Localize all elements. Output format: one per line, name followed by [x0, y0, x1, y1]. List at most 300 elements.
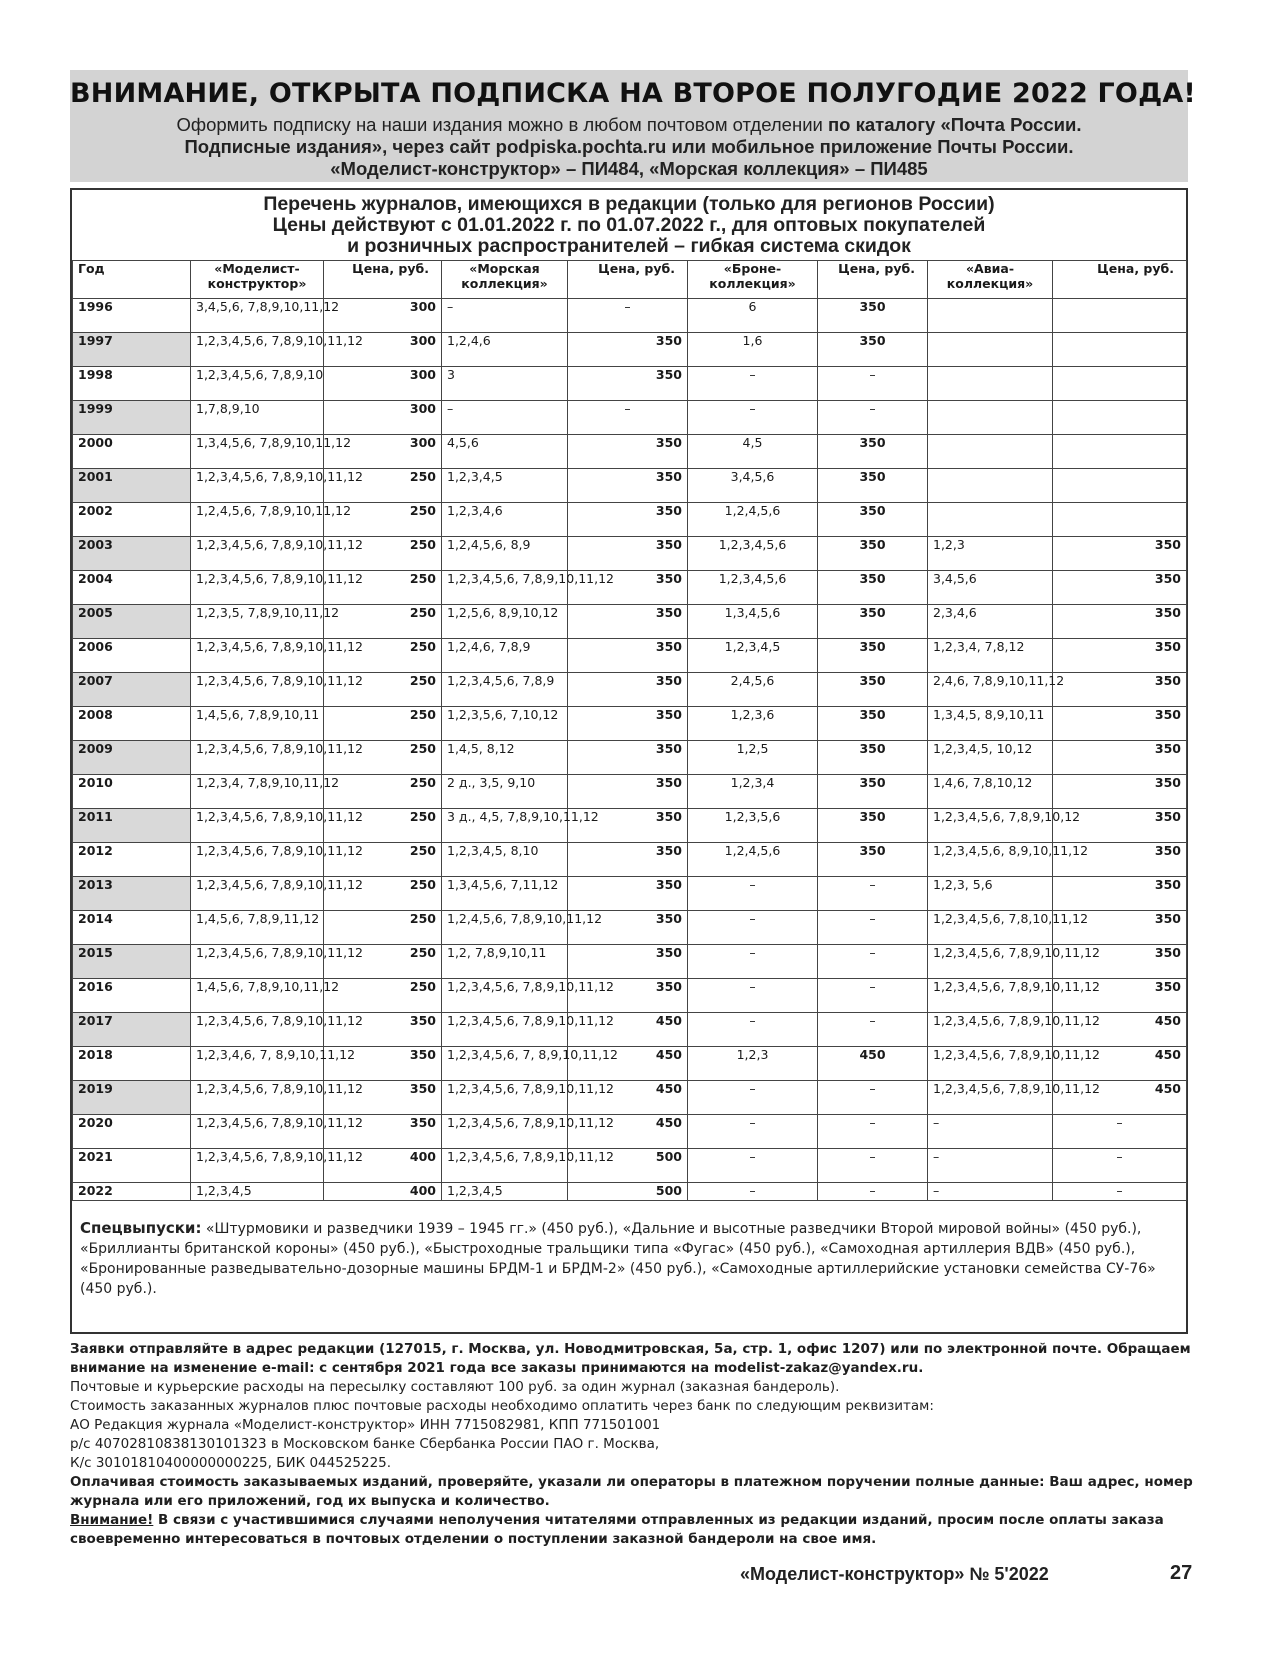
- cell-morskaya-issues: 1,2,3,4,5,6, 7,8,9,10,11,12: [442, 1149, 568, 1183]
- footer-check: Оплачивая стоимость заказываемых изданий, проверяйте, указали ли операторы в платежном поручении полные данные: Ваш адрес, номер журнала или его приложений, год их выпуска и количество.: [70, 1474, 1193, 1509]
- cell-modelist-issues: 1,3,4,5,6, 7,8,9,10,11,12: [191, 435, 324, 469]
- cell-modelist-price: 250: [324, 707, 442, 741]
- cell-avia-issues: [928, 435, 1053, 469]
- cell-morskaya-issues: 1,2,4,6: [442, 333, 568, 367]
- cell-morskaya-issues: 3 д., 4,5, 7,8,9,10,11,12: [442, 809, 568, 843]
- cell-brone-price: –: [818, 367, 928, 401]
- cell-morskaya-price: 350: [568, 979, 688, 1013]
- cell-avia-issues: [928, 503, 1053, 537]
- cell-year: 2000: [73, 435, 191, 469]
- cell-morskaya-price: 350: [568, 945, 688, 979]
- cell-brone-issues: 1,2,4,5,6: [688, 503, 818, 537]
- cell-morskaya-price: 350: [568, 435, 688, 469]
- cell-modelist-price: 250: [324, 741, 442, 775]
- cell-avia-issues: 3,4,5,6: [928, 571, 1053, 605]
- cell-year: 2010: [73, 775, 191, 809]
- cell-modelist-price: 250: [324, 571, 442, 605]
- page-number: 27: [1170, 1562, 1193, 1584]
- cell-avia-price: 350: [1053, 877, 1187, 911]
- cell-morskaya-price: 350: [568, 571, 688, 605]
- special-issues: [80, 1218, 1180, 1299]
- header-brone: «Броне-коллекция»: [688, 261, 818, 299]
- cell-avia-price: [1053, 333, 1187, 367]
- price-list-box: [70, 188, 1188, 1334]
- cell-avia-price: 450: [1053, 1081, 1187, 1115]
- banner-line-3: «Моделист-конструктор» – ПИ484, «Морская коллекция» – ПИ485: [330, 158, 928, 179]
- cell-morskaya-price: 350: [568, 537, 688, 571]
- cell-year: 2022: [73, 1183, 191, 1201]
- table-row: [73, 1047, 1187, 1081]
- cell-avia-issues: 1,2,3,4,5,6, 8,9,10,11,12: [928, 843, 1053, 877]
- cell-modelist-issues: 1,7,8,9,10: [191, 401, 324, 435]
- cell-modelist-price: 300: [324, 435, 442, 469]
- cell-avia-price: 350: [1053, 775, 1187, 809]
- price-list-heading: [72, 194, 1186, 257]
- cell-avia-issues: 1,2,3,4,5, 10,12: [928, 741, 1053, 775]
- table-row: [73, 401, 1187, 435]
- cell-brone-issues: 4,5: [688, 435, 818, 469]
- cell-brone-price: 350: [818, 605, 928, 639]
- cell-morskaya-issues: 2 д., 3,5, 9,10: [442, 775, 568, 809]
- cell-modelist-price: 250: [324, 503, 442, 537]
- table-row: [73, 877, 1187, 911]
- cell-modelist-price: 250: [324, 809, 442, 843]
- banner-line-1: [70, 114, 1188, 136]
- cell-morskaya-issues: 1,2,3,4,5,6, 7,8,9,10,11,12: [442, 979, 568, 1013]
- cell-avia-price: –: [1053, 1183, 1187, 1201]
- cell-modelist-issues: 1,2,3,4, 7,8,9,10,11,12: [191, 775, 324, 809]
- cell-modelist-price: 300: [324, 299, 442, 333]
- cell-avia-issues: [928, 299, 1053, 333]
- cell-morskaya-price: 350: [568, 775, 688, 809]
- price-list-heading-1: Перечень журналов, имеющихся в редакции (только для регионов России): [263, 193, 995, 215]
- cell-brone-issues: –: [688, 877, 818, 911]
- cell-brone-price: –: [818, 1149, 928, 1183]
- cell-year: 2005: [73, 605, 191, 639]
- cell-morskaya-issues: 1,2,4,5,6, 8,9: [442, 537, 568, 571]
- cell-morskaya-price: 450: [568, 1047, 688, 1081]
- cell-modelist-issues: 1,2,3,4,5,6, 7,8,9,10,11,12: [191, 877, 324, 911]
- cell-morskaya-price: 450: [568, 1115, 688, 1149]
- cell-brone-price: 350: [818, 537, 928, 571]
- cell-modelist-price: 350: [324, 1115, 442, 1149]
- cell-brone-issues: –: [688, 367, 818, 401]
- table-row: [73, 299, 1187, 333]
- cell-modelist-issues: 1,4,5,6, 7,8,9,11,12: [191, 911, 324, 945]
- cell-modelist-price: 250: [324, 945, 442, 979]
- table-row: [73, 843, 1187, 877]
- cell-brone-price: –: [818, 1115, 928, 1149]
- cell-avia-price: 350: [1053, 537, 1187, 571]
- cell-morskaya-price: 350: [568, 707, 688, 741]
- cell-modelist-issues: 1,2,3,4,5: [191, 1183, 324, 1201]
- cell-brone-issues: 6: [688, 299, 818, 333]
- cell-year: 1997: [73, 333, 191, 367]
- table-row: [73, 469, 1187, 503]
- header-modelist: «Моделист-конструктор»: [191, 261, 324, 299]
- cell-year: 2007: [73, 673, 191, 707]
- cell-modelist-price: 250: [324, 639, 442, 673]
- header-price-1: Цена, руб.: [324, 261, 442, 299]
- cell-modelist-price: 250: [324, 673, 442, 707]
- cell-brone-issues: –: [688, 979, 818, 1013]
- cell-brone-price: 350: [818, 639, 928, 673]
- cell-morskaya-price: 350: [568, 843, 688, 877]
- cell-year: 2011: [73, 809, 191, 843]
- cell-brone-price: –: [818, 979, 928, 1013]
- cell-morskaya-price: –: [568, 299, 688, 333]
- cell-avia-issues: 1,2,3: [928, 537, 1053, 571]
- banner-line-1-bold: по каталогу «Почта России.: [828, 114, 1082, 135]
- cell-morskaya-price: 350: [568, 809, 688, 843]
- cell-modelist-price: 400: [324, 1149, 442, 1183]
- footer-postage: Почтовые и курьерские расходы на пересылку составляют 100 руб. за один журнал (заказная бандероль).: [70, 1379, 840, 1395]
- cell-brone-issues: –: [688, 1013, 818, 1047]
- cell-modelist-issues: 3,4,5,6, 7,8,9,10,11,12: [191, 299, 324, 333]
- cell-modelist-price: 300: [324, 367, 442, 401]
- cell-avia-price: [1053, 435, 1187, 469]
- cell-year: 1996: [73, 299, 191, 333]
- cell-morskaya-price: 350: [568, 605, 688, 639]
- cell-modelist-price: 250: [324, 775, 442, 809]
- table-row: [73, 1013, 1187, 1047]
- cell-brone-issues: 1,2,4,5,6: [688, 843, 818, 877]
- cell-brone-issues: 1,6: [688, 333, 818, 367]
- cell-morskaya-price: 450: [568, 1013, 688, 1047]
- cell-avia-issues: 1,2,3,4,5,6, 7,8,9,10,12: [928, 809, 1053, 843]
- cell-avia-issues: 1,4,6, 7,8,10,12: [928, 775, 1053, 809]
- cell-avia-issues: –: [928, 1183, 1053, 1201]
- header-price-4: Цена, руб.: [1053, 261, 1187, 299]
- cell-modelist-issues: 1,2,3,4,5,6, 7,8,9,10,11,12: [191, 945, 324, 979]
- cell-morskaya-issues: 1,2,5,6, 8,9,10,12: [442, 605, 568, 639]
- table-row: [73, 707, 1187, 741]
- cell-avia-issues: [928, 469, 1053, 503]
- cell-avia-price: [1053, 299, 1187, 333]
- cell-modelist-price: 400: [324, 1183, 442, 1201]
- cell-avia-price: [1053, 367, 1187, 401]
- table-row: [73, 1081, 1187, 1115]
- cell-brone-price: 350: [818, 843, 928, 877]
- header-price-3: Цена, руб.: [818, 261, 928, 299]
- cell-morskaya-issues: 1,4,5, 8,12: [442, 741, 568, 775]
- cell-modelist-issues: 1,2,3,4,5,6, 7,8,9,10,11,12: [191, 1115, 324, 1149]
- cell-brone-price: –: [818, 1013, 928, 1047]
- cell-brone-price: –: [818, 911, 928, 945]
- price-list-heading-2: Цены действуют с 01.01.2022 г. по 01.07.2022 г., для оптовых покупателей: [272, 214, 986, 236]
- cell-year: 2018: [73, 1047, 191, 1081]
- table-row: [73, 945, 1187, 979]
- cell-avia-price: 350: [1053, 843, 1187, 877]
- table-row: [73, 911, 1187, 945]
- cell-brone-price: 350: [818, 435, 928, 469]
- cell-avia-issues: –: [928, 1149, 1053, 1183]
- cell-year: 2017: [73, 1013, 191, 1047]
- cell-modelist-issues: 1,2,3,4,5,6, 7,8,9,10,11,12: [191, 333, 324, 367]
- cell-brone-price: 350: [818, 503, 928, 537]
- cell-brone-issues: –: [688, 1149, 818, 1183]
- table-row: [73, 775, 1187, 809]
- cell-brone-issues: 1,2,3: [688, 1047, 818, 1081]
- footer-bik: К/с 30101810400000000225, БИК 044525225.: [70, 1455, 392, 1471]
- cell-brone-issues: 1,2,3,4,5: [688, 639, 818, 673]
- cell-morskaya-issues: 1,2,3,4,5: [442, 469, 568, 503]
- cell-avia-issues: [928, 333, 1053, 367]
- cell-modelist-issues: 1,2,3,4,5,6, 7,8,9,10,11,12: [191, 741, 324, 775]
- header-price-2: Цена, руб.: [568, 261, 688, 299]
- special-issues-text: «Штурмовики и разведчики 1939 – 1945 гг.» (450 руб.), «Дальние и высотные разведчики Второй мировой войны» (450 руб.), «Бриллианты британской короны» (450 руб.), «Быстроходные тральщики типа «Фугас» (450 руб.), «Самоходная артиллерия ВДВ» (450 руб.), «Бронированные разведывательно-дозорные машины БРДМ-1 и БРДМ-2» (450 руб.), «Самоходные артиллерийские установки семейства СУ-76» (450 руб.).: [80, 1221, 1156, 1297]
- cell-brone-issues: 1,2,3,5,6: [688, 809, 818, 843]
- cell-morskaya-price: 350: [568, 503, 688, 537]
- cell-avia-issues: 1,2,3,4, 7,8,12: [928, 639, 1053, 673]
- table-row: [73, 673, 1187, 707]
- cell-brone-issues: 3,4,5,6: [688, 469, 818, 503]
- cell-modelist-price: 250: [324, 843, 442, 877]
- cell-year: 2013: [73, 877, 191, 911]
- cell-modelist-issues: 1,2,3,4,5,6, 7,8,9,10,11,12: [191, 571, 324, 605]
- cell-modelist-price: 300: [324, 333, 442, 367]
- header-year: Год: [73, 261, 191, 299]
- banner-line-2: Подписные издания», через сайт podpiska.pochta.ru или мобильное приложение Почты России.: [184, 136, 1074, 157]
- cell-brone-price: 350: [818, 333, 928, 367]
- cell-morskaya-issues: 1,2,4,6, 7,8,9: [442, 639, 568, 673]
- cell-modelist-issues: 1,2,3,4,5,6, 7,8,9,10,11,12: [191, 1013, 324, 1047]
- banner-title: ВНИМАНИЕ, ОТКРЫТА ПОДПИСКА НА ВТОРОЕ ПОЛУГОДИЕ 2022 ГОДА!: [70, 78, 1196, 109]
- cell-morskaya-issues: 1,2,3,4,5,6, 7,8,9: [442, 673, 568, 707]
- cell-avia-issues: 1,2,3,4,5,6, 7,8,10,11,12: [928, 911, 1053, 945]
- cell-avia-price: –: [1053, 1149, 1187, 1183]
- cell-modelist-issues: 1,4,5,6, 7,8,9,10,11,12: [191, 979, 324, 1013]
- cell-modelist-issues: 1,2,3,4,5,6, 7,8,9,10,11,12: [191, 673, 324, 707]
- table-row: [73, 979, 1187, 1013]
- cell-year: 2012: [73, 843, 191, 877]
- cell-modelist-price: 250: [324, 605, 442, 639]
- cell-morskaya-issues: 1,2,4,5,6, 7,8,9,10,11,12: [442, 911, 568, 945]
- cell-avia-price: –: [1053, 1115, 1187, 1149]
- cell-avia-price: 450: [1053, 1047, 1187, 1081]
- cell-modelist-issues: 1,2,3,4,5,6, 7,8,9,10,11,12: [191, 639, 324, 673]
- cell-year: 2004: [73, 571, 191, 605]
- cell-morskaya-issues: 3: [442, 367, 568, 401]
- cell-avia-price: [1053, 401, 1187, 435]
- cell-avia-issues: [928, 367, 1053, 401]
- cell-morskaya-price: 350: [568, 673, 688, 707]
- cell-morskaya-issues: –: [442, 299, 568, 333]
- cell-brone-issues: 1,2,3,4,5,6: [688, 537, 818, 571]
- cell-brone-issues: –: [688, 401, 818, 435]
- cell-avia-issues: 2,4,6, 7,8,9,10,11,12: [928, 673, 1053, 707]
- cell-avia-issues: 1,3,4,5, 8,9,10,11: [928, 707, 1053, 741]
- cell-brone-issues: –: [688, 1081, 818, 1115]
- cell-brone-issues: –: [688, 945, 818, 979]
- header-avia: «Авиа-коллекция»: [928, 261, 1053, 299]
- cell-year: 1998: [73, 367, 191, 401]
- footer-payment: Стоимость заказанных журналов плюс почтовые расходы необходимо оплатить через банк по следующим реквизитам:: [70, 1398, 934, 1414]
- cell-brone-price: 350: [818, 707, 928, 741]
- cell-morskaya-price: –: [568, 401, 688, 435]
- cell-year: 2020: [73, 1115, 191, 1149]
- header-morskaya: «Морская коллекция»: [442, 261, 568, 299]
- table-row: [73, 741, 1187, 775]
- cell-brone-price: –: [818, 945, 928, 979]
- footer-company: АО Редакция журнала «Моделист-конструктор» ИНН 7715082981, КПП 771501001: [70, 1417, 661, 1433]
- cell-year: 2001: [73, 469, 191, 503]
- cell-avia-issues: 1,2,3,4,5,6, 7,8,9,10,11,12: [928, 979, 1053, 1013]
- cell-year: 2002: [73, 503, 191, 537]
- cell-avia-price: 350: [1053, 979, 1187, 1013]
- footer-warning: [70, 1511, 1200, 1549]
- cell-year: 2009: [73, 741, 191, 775]
- footer-orders: Заявки отправляйте в адрес редакции (127015, г. Москва, ул. Новодмитровская, 5а, стр. 1, офис 1207) или по электронной почте. Обращаем внимание на изменение e-mail: с сентября 2021 года все заказы принимаются на modelist-zakaz@yandex.ru.: [70, 1341, 1191, 1376]
- cell-morskaya-price: 350: [568, 367, 688, 401]
- cell-modelist-issues: 1,2,3,4,5,6, 7,8,9,10,11,12: [191, 1149, 324, 1183]
- cell-year: 2016: [73, 979, 191, 1013]
- cell-brone-issues: –: [688, 911, 818, 945]
- cell-morskaya-issues: 4,5,6: [442, 435, 568, 469]
- cell-avia-issues: 1,2,3, 5,6: [928, 877, 1053, 911]
- cell-modelist-price: 350: [324, 1081, 442, 1115]
- table-row: [73, 1183, 1187, 1201]
- cell-morskaya-issues: 1,2,3,5,6, 7,10,12: [442, 707, 568, 741]
- cell-morskaya-issues: 1,2,3,4,5, 8,10: [442, 843, 568, 877]
- cell-modelist-issues: 1,2,3,4,5,6, 7,8,9,10,11,12: [191, 1081, 324, 1115]
- cell-morskaya-price: 350: [568, 741, 688, 775]
- cell-brone-price: 350: [818, 299, 928, 333]
- footer-account: р/с 40702810838130101323 в Московском банке Сбербанка России ПАО г. Москва,: [70, 1436, 660, 1452]
- cell-brone-price: 350: [818, 571, 928, 605]
- cell-avia-issues: [928, 401, 1053, 435]
- cell-modelist-price: 250: [324, 537, 442, 571]
- cell-modelist-price: 250: [324, 877, 442, 911]
- cell-morskaya-price: 500: [568, 1149, 688, 1183]
- cell-modelist-price: 300: [324, 401, 442, 435]
- cell-brone-price: –: [818, 401, 928, 435]
- cell-modelist-price: 250: [324, 469, 442, 503]
- table-row: [73, 809, 1187, 843]
- cell-modelist-issues: 1,2,3,5, 7,8,9,10,11,12: [191, 605, 324, 639]
- table-row: [73, 571, 1187, 605]
- cell-avia-price: 350: [1053, 707, 1187, 741]
- cell-brone-price: 350: [818, 809, 928, 843]
- cell-year: 2015: [73, 945, 191, 979]
- cell-brone-price: –: [818, 1081, 928, 1115]
- price-table: [72, 260, 1187, 1201]
- cell-modelist-issues: 1,2,3,4,6, 7, 8,9,10,11,12: [191, 1047, 324, 1081]
- cell-morskaya-issues: 1,2,3,4,5: [442, 1183, 568, 1201]
- cell-brone-issues: 1,2,5: [688, 741, 818, 775]
- cell-modelist-price: 350: [324, 1047, 442, 1081]
- cell-modelist-issues: 1,2,3,4,5,6, 7,8,9,10,11,12: [191, 537, 324, 571]
- footer-warning-label: Внимание!: [70, 1512, 154, 1528]
- cell-morskaya-issues: –: [442, 401, 568, 435]
- cell-morskaya-issues: 1,2,3,4,5,6, 7,8,9,10,11,12: [442, 1081, 568, 1115]
- cell-avia-price: 350: [1053, 639, 1187, 673]
- cell-morskaya-issues: 1,2,3,4,6: [442, 503, 568, 537]
- cell-morskaya-price: 350: [568, 333, 688, 367]
- cell-avia-price: 350: [1053, 809, 1187, 843]
- cell-brone-price: 350: [818, 741, 928, 775]
- table-body: [73, 299, 1187, 1201]
- cell-year: 2006: [73, 639, 191, 673]
- cell-avia-issues: 1,2,3,4,5,6, 7,8,9,10,11,12: [928, 945, 1053, 979]
- footer-warning-text: В связи с участившимися случаями неполучения читателями отправленных из редакции изданий, просим после оплаты заказа своевременно интересоваться в почтовых отделении о поступлении заказной бандероли на свое имя.: [70, 1512, 1164, 1547]
- cell-avia-issues: 1,2,3,4,5,6, 7,8,9,10,11,12: [928, 1013, 1053, 1047]
- cell-brone-issues: 1,2,3,6: [688, 707, 818, 741]
- cell-modelist-issues: 1,4,5,6, 7,8,9,10,11: [191, 707, 324, 741]
- cell-avia-price: 350: [1053, 571, 1187, 605]
- table-row: [73, 1149, 1187, 1183]
- cell-brone-issues: 1,2,3,4,5,6: [688, 571, 818, 605]
- table-row: [73, 605, 1187, 639]
- cell-modelist-price: 350: [324, 1013, 442, 1047]
- table-row: [73, 639, 1187, 673]
- cell-year: 2019: [73, 1081, 191, 1115]
- special-issues-label: Спецвыпуски:: [80, 1219, 202, 1237]
- cell-brone-price: –: [818, 1183, 928, 1201]
- magazine-issue: «Моделист-конструктор» № 5'2022: [740, 1564, 1049, 1584]
- subscription-banner: [70, 70, 1196, 182]
- table-row: [73, 503, 1187, 537]
- footer-info: [70, 1340, 1200, 1549]
- table-row: [73, 1115, 1187, 1149]
- cell-modelist-issues: 1,2,3,4,5,6, 7,8,9,10,11,12: [191, 809, 324, 843]
- cell-morskaya-issues: 1,2,3,4,5,6, 7,8,9,10,11,12: [442, 571, 568, 605]
- cell-brone-issues: 1,2,3,4: [688, 775, 818, 809]
- table-row: [73, 435, 1187, 469]
- cell-morskaya-price: 450: [568, 1081, 688, 1115]
- table-row: [73, 367, 1187, 401]
- cell-brone-price: 350: [818, 469, 928, 503]
- cell-avia-price: 350: [1053, 673, 1187, 707]
- cell-brone-issues: 1,3,4,5,6: [688, 605, 818, 639]
- cell-morskaya-price: 350: [568, 469, 688, 503]
- cell-morskaya-issues: 1,2, 7,8,9,10,11: [442, 945, 568, 979]
- cell-modelist-price: 250: [324, 979, 442, 1013]
- cell-brone-issues: 2,4,5,6: [688, 673, 818, 707]
- cell-avia-price: [1053, 469, 1187, 503]
- cell-modelist-issues: 1,2,3,4,5,6, 7,8,9,10: [191, 367, 324, 401]
- cell-morskaya-issues: 1,2,3,4,5,6, 7,8,9,10,11,12: [442, 1013, 568, 1047]
- cell-year: 2021: [73, 1149, 191, 1183]
- cell-year: 2014: [73, 911, 191, 945]
- cell-brone-price: 350: [818, 775, 928, 809]
- cell-modelist-issues: 1,2,3,4,5,6, 7,8,9,10,11,12: [191, 843, 324, 877]
- cell-brone-issues: –: [688, 1115, 818, 1149]
- cell-morskaya-price: 350: [568, 911, 688, 945]
- price-list-heading-3: и розничных распространителей – гибкая система скидок: [347, 235, 911, 257]
- table-row: [73, 333, 1187, 367]
- cell-modelist-issues: 1,2,4,5,6, 7,8,9,10,11,12: [191, 503, 324, 537]
- cell-avia-price: 450: [1053, 1013, 1187, 1047]
- cell-year: 1999: [73, 401, 191, 435]
- cell-modelist-issues: 1,2,3,4,5,6, 7,8,9,10,11,12: [191, 469, 324, 503]
- cell-morskaya-price: 350: [568, 639, 688, 673]
- banner-line-1-text: Оформить подписку на наши издания можно в любом почтовом отделении: [176, 114, 828, 135]
- cell-year: 2008: [73, 707, 191, 741]
- table-row: [73, 537, 1187, 571]
- cell-avia-price: [1053, 503, 1187, 537]
- cell-avia-issues: 1,2,3,4,5,6, 7,8,9,10,11,12: [928, 1081, 1053, 1115]
- cell-avia-issues: 2,3,4,6: [928, 605, 1053, 639]
- cell-morskaya-issues: 1,2,3,4,5,6, 7,8,9,10,11,12: [442, 1115, 568, 1149]
- cell-avia-price: 350: [1053, 741, 1187, 775]
- cell-avia-price: 350: [1053, 605, 1187, 639]
- cell-morskaya-issues: 1,2,3,4,5,6, 7, 8,9,10,11,12: [442, 1047, 568, 1081]
- cell-avia-issues: –: [928, 1115, 1053, 1149]
- cell-modelist-price: 250: [324, 911, 442, 945]
- cell-avia-price: 350: [1053, 911, 1187, 945]
- cell-year: 2003: [73, 537, 191, 571]
